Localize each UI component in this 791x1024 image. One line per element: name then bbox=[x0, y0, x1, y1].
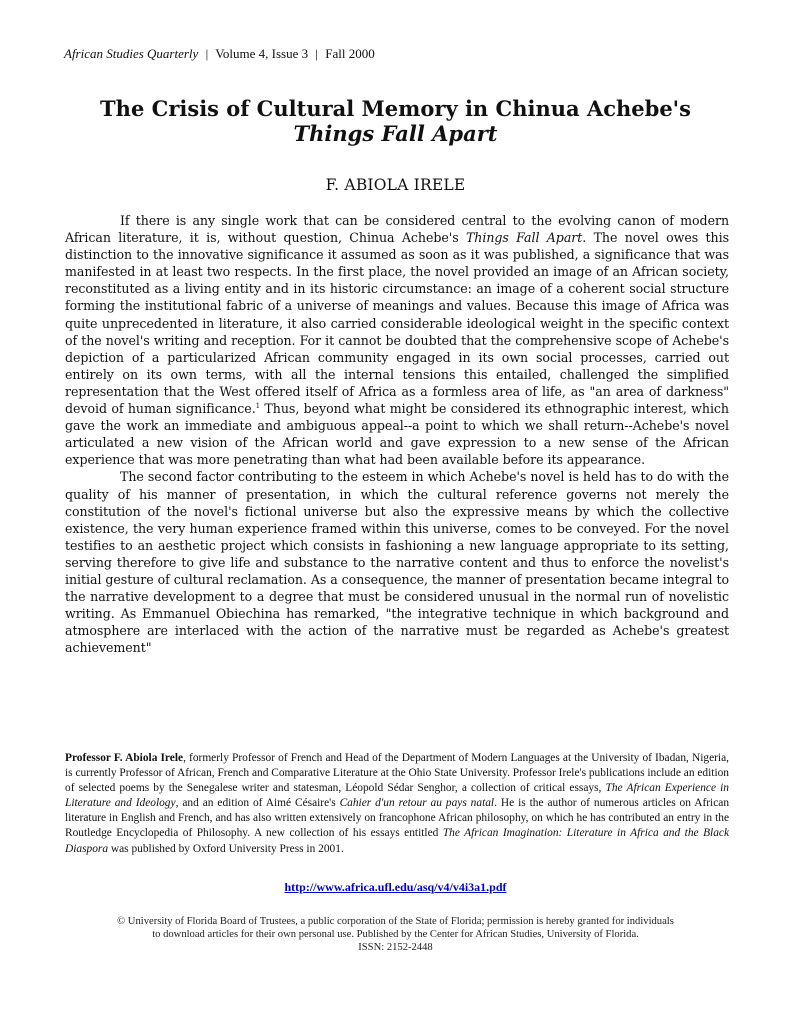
text-run: , and an edition of Aimé Césaire's bbox=[175, 797, 340, 810]
journal-name: African Studies Quarterly bbox=[64, 46, 199, 61]
copyright-footer bbox=[60, 915, 731, 954]
article-body bbox=[65, 212, 729, 656]
article-title bbox=[60, 96, 731, 146]
copyright-line-1: © University of Florida Board of Trustees, a public corporation of the State of Florida; permission is hereby granted for individuals bbox=[117, 916, 674, 927]
volume-issue: Volume 4, Issue 3 bbox=[215, 46, 309, 61]
author-name: F. ABIOLA IRELE bbox=[325, 176, 466, 194]
text-run: Thus, beyond what might be considered its ethnographic interest, which gave the work an immediate and ambiguous appeal--a point to which we shall return--Achebe's novel articulated a new vision of the African world and gave expression to a new sense of the African experience that was more penetrating than what had been available before its appearance. bbox=[65, 401, 729, 468]
bio-name: Professor F. Abiola Irele bbox=[65, 752, 184, 764]
pdf-link-container bbox=[0, 880, 791, 895]
author-bio bbox=[65, 751, 729, 857]
title-main: The Crisis of Cultural Memory in Chinua Achebe's bbox=[100, 96, 691, 121]
paragraph-1 bbox=[65, 212, 729, 468]
italic-title: Things Fall Apart bbox=[465, 230, 583, 246]
text-run: . The novel owes this distinction to the innovative significance it assumed as soon as it was published, a significance that was manifested in at least two respects. In the first place, the novel provided an image of an African society, reconstituted as a living entity and in its historic circumstance: an image of a coherent social structure forming the institutional fabric of a universe of meanings and values. Because this image of Africa was quite unprecedented in literature, it also carried considerable ideological weight in the specific context of the novel's writing and reception. For it cannot be doubted that the comprehensive scope of Achebe's depiction of a particularized African community engaged in its own social processes, carried out entirely on its own terms, with all the internal tensions this entailed, challenged the simplified representation that the West offered itself of Africa as a formless area of life, as "an area of darkness" devoid of human significance. bbox=[65, 230, 729, 417]
italic-title: Cahier d'un retour au pays natal bbox=[339, 797, 495, 810]
italic-title: The African Imagination: Literature in Africa and the Black Diaspora bbox=[65, 827, 729, 855]
title-italic: Things Fall Apart bbox=[293, 121, 498, 146]
text-run: If there is any single work that can be considered central to the evolving canon of modern African literature, it is, without question, Chinua Achebe's bbox=[65, 213, 729, 246]
paragraph-2: The second factor contributing to the esteem in which Achebe's novel is held has to do with the quality of his manner of presentation, in which the cultural reference governs not merely the constitution of the novel's fictional universe but also the expressive means by which the collective existence, the very human experience framed within this universe, comes to be conveyed. For the novel testifies to an aesthetic project which consists in fashioning a new language appropriate to its setting, serving therefore to give life and substance to the narrative content and thus to enforce the novelist's initial gesture of cultural reclamation. As a consequence, the manner of presentation became integral to the narrative development to a degree that must be considered unusual in the normal run of novelistic writing. As Emmanuel Obiechina has remarked, "the integrative technique in which background and atmosphere are interlaced with the action of the narrative must be regarded as Achebe's greatest achievement" bbox=[65, 469, 730, 656]
issue-date: Fall 2000 bbox=[325, 46, 375, 61]
text-run: , formerly Professor of French and Head of the Department of Modern Languages at the University of Ibadan, Nigeria, is currently Professor of African, French and Comparative Literature at the Ohio State University. Professor Irele's publications include an edition of selected poems by the Senegalese writer and statesman, Léopold Sédar Senghor, a collection of critical essays, bbox=[65, 752, 729, 795]
issn: ISSN: 2152-2448 bbox=[358, 942, 433, 953]
italic-title: The African Experience in Literature and Ideology bbox=[65, 782, 729, 810]
text-run: was published by Oxford University Press in 2001. bbox=[108, 842, 344, 855]
pdf-link[interactable]: http://www.africa.ufl.edu/asq/v4/v4i3a1.pdf bbox=[284, 880, 507, 894]
header-separator: | bbox=[205, 46, 209, 61]
copyright-line-2: to download articles for their own personal use. Published by the Center for African Studies, University of Florida. bbox=[152, 929, 639, 940]
text-run: . He is the author of numerous articles on African literature in English and French, and has also written extensively on francophone African philosophy, on which he has contributed an entry in the Routledge Encyclopedia of Philosophy. A new collection of his essays entitled bbox=[65, 797, 730, 840]
footnote-ref[interactable]: 1 bbox=[255, 402, 261, 411]
running-header bbox=[64, 46, 375, 62]
header-separator: | bbox=[315, 46, 318, 61]
